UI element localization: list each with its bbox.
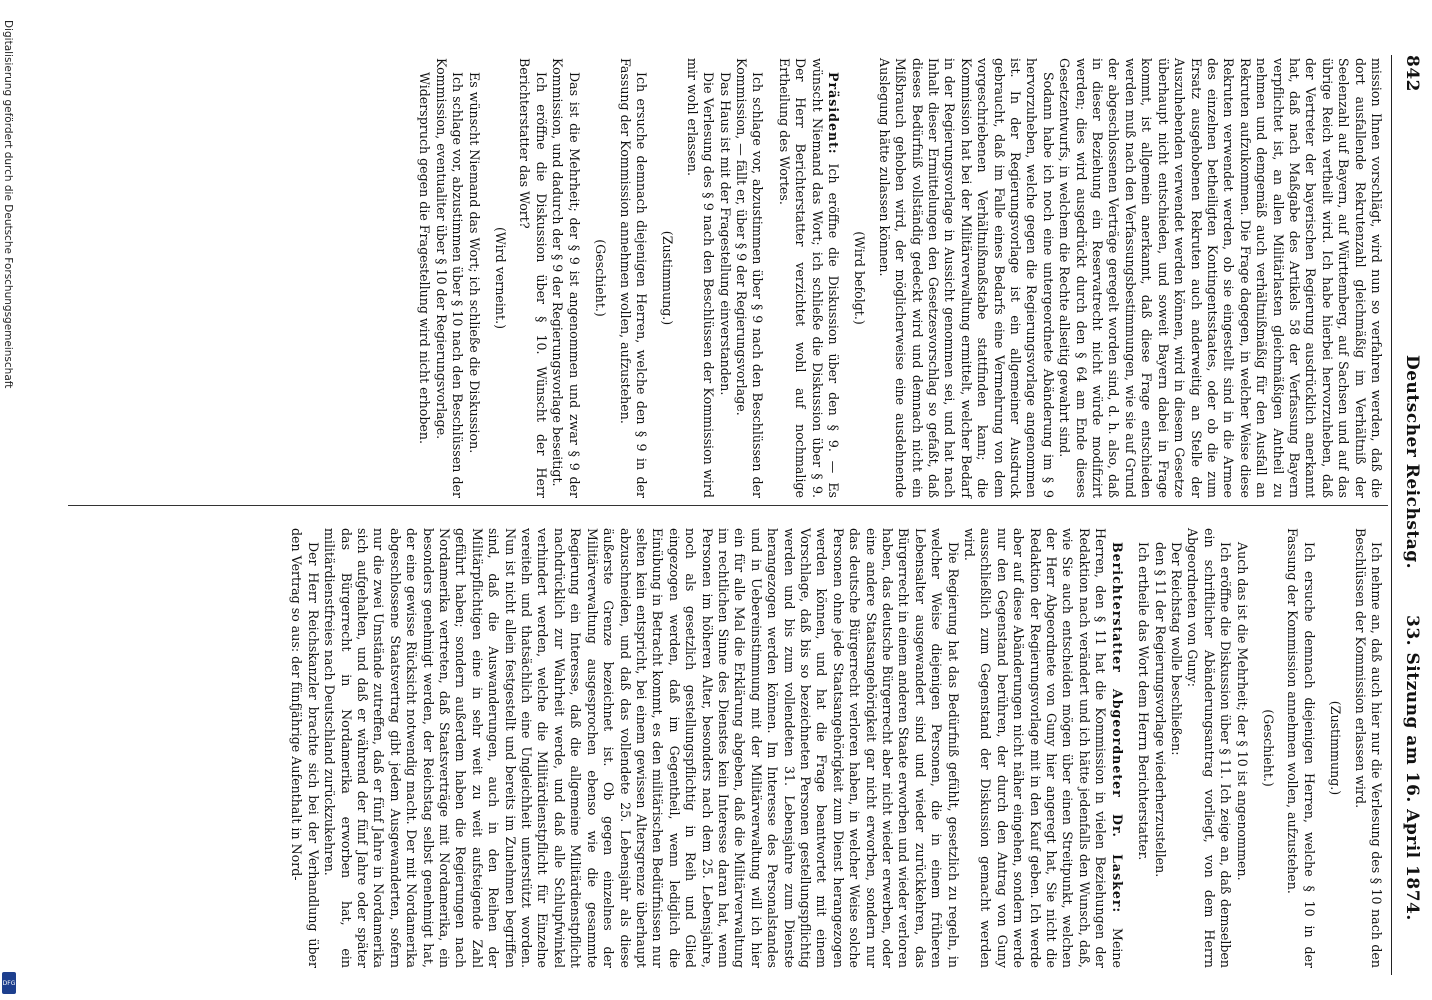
paragraph: Es wünscht Niemand das Wort; ich schließe die Diskussion. (466, 72, 482, 454)
paragraph-text: Meine Herren, den § 11 hat die Kommission in vielen Beziehungen der Redaktion nach verändert und ich hätte jedenfalls den Wunsch, daß, wie Sie auch entscheiden mögen über einen Streitpunkt, welchen der Herr Abgeordnete von Guny hier angeregt hat, Sie nicht die Redaktion der Regierungsvorlage mit in den Kauf geben. Ich werde aber auf diese Abänderungen nicht näher eingehen, sondern werde nur den Gegenstand berühren, der durch den Antrag von Guny ausschließlich zum Gegenstand der Diskussion gemacht werden wird. (962, 528, 1125, 968)
paragraph (775, 58, 841, 498)
stage-direction: (Geschieht.) (593, 239, 609, 317)
stage-direction: (Wird verneint.) (493, 226, 509, 330)
paragraph: Ich schlage vor, abzustimmen über § 9 nach den Beschlüssen der Kommission, — fällt er, über § 9 der Regierungsvorlage. (733, 58, 766, 498)
stage-direction: (Geschieht.) (1260, 709, 1276, 787)
paragraph: Widerspruch gegen die Fragestellung wird nicht erhoben. (417, 72, 433, 444)
page-header (1392, 55, 1432, 975)
paragraph: Auch das ist die Mehrheit; der § 10 ist angenommen. (1234, 542, 1250, 881)
paragraph: Das Haus ist mit der Fragestellung einverstanden. (717, 72, 733, 396)
paragraph: Ich ersuche demnach diejenigen Herren, welche den § 9 in der Fassung der Kommission annehmen wollen, aufzustehen. (617, 58, 649, 498)
paragraph: Die Verlesung des § 9 nach den Beschlüssen der Kommission wird mir wohl erlassen. (684, 58, 717, 498)
paragraph: Ich schlage vor, abzustimmen über § 10 nach den Beschlüssen der Kommission, eventualiter über § 10 der Regierungsvorlage. (433, 58, 466, 498)
paragraph: Die Regierung hat das Bedürfniß gefühlt, gesetzlich zu regeln, in welcher Weise diejenigen Personen, die in einem früheren Lebensalter ausgewandert sind und wieder zurückkehren, das Bürgerrecht in einem anderen Staate erworben und wieder verloren haben, das deutsche Bürgerrecht aber nicht wieder erwerben, oder eine andere Staatsangehörigkeit gar nicht erworben, sondern nur das deutsche Bürgerrecht verloren haben, in welcher Weise solche Personen ohne jede Staatsangehörigkeit zum Dienst herangezogen werden können, und hat die Frage beantwortet mit einem Vorschlage, daß bis so bezeichneten Personen gestellungspflichtig werden und bis zum vollendeten 31. Lebensjahre zum Dienste herangezogen werden können. Im Interesse des Personalstandes und in Uebereinstimmung mit der Militärverwaltung will ich hier ein für alle Mal die Erklärung abgeben, daß die Militärverwaltung im rechtlichen Sinne des Dienstes kein Interesse daran hat, wenn Personen im höheren Alter, besonders nach dem 25. Lebensjahre, noch als gesetzlich gestellungspflichtig in Reih und Glied eingezogen werden, daß im Gegentheil, wenn lediglich die Einübung in Betracht kommt, es den militärischen Bedürfnissen nur selten kein entspricht, bei einem gewissen Altersgrenze überhaupt abzuschneiden, und daß das vollendete 25. Lebensjahr als diese äußerste Grenze bezeichnet ist. Ob gegen einzelnes der Militärverwaltung ausgesprochen ebenso wie die gesammte Regierung ein Interesse, daß die allgemeine Militärdienstpflicht nachdrücklich zur Wahrheit werde, und daß alle Schlupfwinkel verhindert werden, welche die Militärdienstpflicht für Einzelne vereiteln und thatsächlich eine Ungleichheit unterstützt worden. Nun ist nicht allein festgestellt und bereits im Zunehmen begriffen sind, daß die Auswanderungen, auch in den Reihen der Militärpflichtigen eine in sehr weit zu weit aufsteigende Zahl geführt haben; sondern außerdem haben die Regierungen nach Nordamerika vertreten, daß Staatsverträge mit Nordamerika, ein besonders genehmigt werden, der Reichstag selbst genehmigt hat, der eine gewisse Rücksicht notwendig macht. Der mit Nordamerika abgeschlossene Staatsvertrag gibt jedem Ausgewanderten, sofern nur die zwei Umstände zutreffen, daß er fünf Jahre in Nordamerika sich aufgehalten, und daß er während der fünf Jahre oder später das Bürgerrecht in Nordamerika erworben hat, ein militärdienstfreies nach Deutschland zurückzukehren. (322, 528, 961, 968)
page-number: 842 (1402, 55, 1422, 92)
stage-direction: (Wird befolgt.) (852, 231, 868, 325)
paragraph: Der Reichstag wolle beschließen: (1168, 542, 1184, 756)
paragraph: Ich ertheile das Wort dem Herrn Berichterstatter. (1136, 542, 1152, 861)
paragraph-text: Ich eröffne die Diskussion über den § 9. — Es wünscht Niemand das Wort; ich schließe die Diskussion über § 9. Der Herr Berichterstatter verzichtet wohl auf nochmalige Ertheilung des Wortes. (776, 58, 841, 498)
page-title: Deutscher Reichstag. (1402, 355, 1422, 570)
left-column (416, 58, 1384, 498)
paragraph: Der Herr Reichskanzler brachte sich bei der Verhandlung über den Vertrag so aus: der fünfjährige Aufenthalt in Nord- (289, 528, 321, 968)
stage-direction: (Zustimmung.) (660, 230, 676, 326)
paragraph: Ich nehme an, daß auch hier nur die Verlesung des § 10 nach den Beschlüssen der Kommission erlassen wird. (1352, 528, 1384, 968)
paragraph: den § 11 der Regierungsvorlage wiederherzustellen. (1152, 542, 1168, 878)
paragraph: Sodann habe ich noch eine untergeordnete Abänderung im § 9 hervorzuheben, welche gegen die Regierungsvorlage angenommen ist. In der Regierungsvorlage ist ein allgemeiner Ausdruck gebraucht, daß im Falle eines Bedarfs eine Vermehrung von dem vorgeschriebenen Verhältnißmaßstabe stattfinden kann; die Kommission hat bei der Militärverwaltung ermittelt, welcher Bedarf in der Regierungsvorlage in Aussicht genommen sei, und hat nach Inhalt dieser Ermittelungen den Gesetzesvorschlag so gefaßt, daß dieses Bedürfniß vollständig gedeckt wird und demnach nicht ein Mißbrauch gehoben wird, der möglicherweise eine ausdehnende Auslegung hätte zulassen können. (876, 58, 1056, 498)
right-column (288, 528, 1384, 968)
paragraph: Das ist die Mehrheit; der § 9 ist angenommen und zwar § 9 der Kommission, und dadurch der § 9 der Regierungsvorlage beseitigt. (550, 58, 582, 498)
digitization-credit (2, 20, 16, 970)
column-divider (68, 505, 1388, 506)
digitization-credit-text: Digitalisierung gefördert durch die Deutsche Forschungsgemeinschaft (2, 20, 14, 389)
paragraph: Ich eröffne die Diskussion über § 11. Ich zeige an, daß demselben ein schriftlicher Abänderungsantrag vorliegt, von dem Herrn Abgeordneten von Guny: (1185, 528, 1234, 968)
speaker-name: Berichterstatter Abgeordneter Dr. Lasker: (1109, 542, 1125, 914)
dfg-logo: DFG (2, 972, 16, 994)
paragraph: mission Ihnen vorschlägt, wird nun so verfahren werden, daß die dort ausfallende Rekrutenzahl gleichmäßig im Verhältniß der Seelenzahl auf Bayern, auf Württemberg, auf Sachsen und auf das übrige Reich vertheilt wird. Ich habe hierbei hervorzuheben, daß der Vertreter der bayerischen Regierung ausdrücklich anerkannt hat, daß nach Maßgabe des Artikels 58 der Verfassung Bayern verpflichtet ist, an allen Militärlasten gleichmäßigen Antheil zu nehmen und demgemäß auch verhältnißmäßig für den Ausfall an Rekruten aufzukommen. Die Frage dagegen, in welcher Weise diese Rekruten verwendet werden, ob sie eingestellt sind in die Armee des einzelnen betheiligten Kontingentsstaates, oder ob die zum Ersatz ausgehobenen Rekruten auch anderweitig an Stelle der Auszuhebenden verwendet werden können, wird in diesem Gesetze überhaupt nicht entschieden, und soweit Bayern dabei in Frage kommt, ist allgemein anerkannt, daß diese Frage entschieden werden muß nach den Verfassungsbestimmungen, wie sie auf Grund der abgeschlossenen Verträge geregelt worden sind, d. h. also, daß in dieser Beziehung ein Reservatrecht nicht würde modifizirt werden; dies wird ausgedrückt durch den § 64 am Ende dieses Gesetzentwurfs, in welchem die Rechte allseitig gewahrt sind. (1057, 58, 1384, 498)
paragraph: Ich ersuche demnach diejenigen Herren, welche § 10 in der Fassung der Kommission annehmen wollen, aufzustehen. (1285, 528, 1317, 968)
paragraph (961, 528, 1125, 968)
header-rule (1391, 55, 1392, 975)
session-label: 33. Sitzung am 16. April 1874. (1402, 615, 1422, 921)
stage-direction: (Zustimmung.) (1328, 700, 1344, 796)
speaker-name: Präsident: (826, 72, 841, 155)
paragraph: Ich eröffne die Diskussion über § 10. Wünscht der Herr Berichterstatter das Wort? (517, 58, 549, 498)
